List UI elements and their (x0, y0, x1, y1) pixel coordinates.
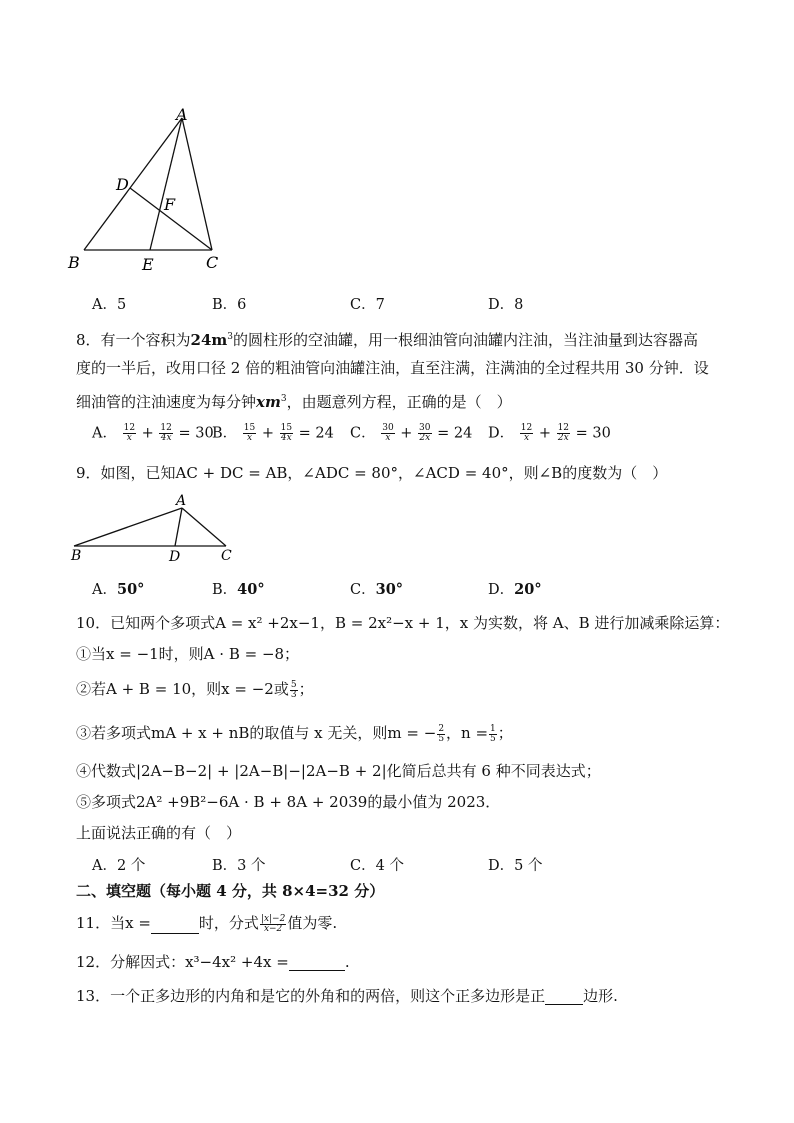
q8-option-b: B． $\frac{15}{x}$ + $\frac{15}{4x}$ = 24 (212, 423, 334, 443)
q10-statement-2: ②若A + B = 10，则x = −2或 $\frac{5}{3}$ ； (76, 679, 314, 700)
q7-option-c: C．7 (350, 297, 385, 313)
q11: 11．当x = 时，分式 $\frac{|x|-2}{x-2}$ 值为零. (76, 913, 338, 934)
q7-option-d: D．8 (488, 297, 524, 313)
q9-option-a: A．50° (92, 581, 145, 598)
q12: 12．分解因式：x³−4x² +4x = . (76, 953, 350, 971)
q7-option-a: A．5 (92, 297, 127, 313)
q9-vertex-c-label: C (221, 548, 232, 564)
q13-answer-blank[interactable] (545, 986, 583, 1005)
q10-option-a: A．2 个 (92, 858, 146, 874)
q9-option-d: D．20° (488, 581, 542, 598)
q9-option-b: B．40° (212, 581, 265, 598)
q8-option-a: A． $\frac{12}{x}$ + $\frac{12}{4x}$ = 30 (92, 423, 214, 443)
q10-statement-5: ⑤多项式2A² +9B²−6A · B + 8A + 2039的最小值为 2023． (76, 793, 501, 811)
q10-statement-1: ①当x = −1时，则A · B = −8； (76, 645, 300, 663)
q10-statement-4: ④代数式|2A−B−2| + |2A−B|−|2A−B + 2|化简后总共有 6 种不同表达式； (76, 762, 601, 780)
q10-statement-3: ③若多项式mA + x + nB的取值与 x 无关，则m = − $\frac{2}{5}$ ，n = $\frac{1}{5}$ ； (76, 723, 513, 744)
q8-option-d: D． $\frac{12}{x}$ + $\frac{12}{2x}$ = 30 (488, 423, 611, 443)
q10-stem: 10．已知两个多项式A = x² +2x−1，B = 2x²−x + 1，x 为实数，将 A、B 进行加减乘除运算： (76, 614, 730, 632)
q10-ask: 上面说法正确的有（ ） (76, 824, 242, 842)
q7-option-b: B．6 (212, 297, 247, 313)
q13: 13．一个正多边形的内角和是它的外角和的两倍，则这个正多边形是正 边形. (76, 987, 618, 1005)
q12-answer-blank[interactable] (289, 952, 345, 971)
triangle-figure-q7 (60, 100, 240, 280)
q9-vertex-a-label: A (176, 493, 187, 509)
q10-option-d: D．5 个 (488, 858, 543, 874)
q9-point-d-label: D (169, 549, 181, 565)
vertex-c-label: C (206, 253, 219, 272)
triangle-figure-q9 (68, 488, 248, 568)
q8-line3: 细油管的注油速度为每分钟$xm^3$，由题意列方程，正确的是（ ） (76, 393, 512, 411)
point-d-label: D (116, 175, 129, 194)
q8-line1: 8．有一个容积为$24m^3$的圆柱形的空油罐，用一根细油管向油罐内注油，当注油量到达容器高 (76, 331, 699, 349)
q10-option-b: B．3 个 (212, 858, 266, 874)
q10-option-c: C．4 个 (350, 858, 404, 874)
q9-stem: 9．如图，已知AC + DC = AB，∠ADC = 80°，∠ACD = 40°，则∠B的度数为（ ） (76, 464, 668, 482)
vertex-b-label: B (68, 253, 80, 272)
vertex-a-label: A (176, 105, 188, 124)
point-e-label: E (142, 255, 154, 274)
q9-option-c: C．30° (350, 581, 404, 598)
section-2-title: 二、填空题（每小题 4 分，共 8×4=32 分） (76, 882, 385, 900)
q8-option-c: C． $\frac{30}{x}$ + $\frac{30}{2x}$ = 24 (350, 423, 473, 443)
q11-answer-blank[interactable] (151, 915, 199, 934)
q8-line2: 度的一半后，改用口径 2 倍的粗油管向油罐注油，直至注满，注满油的全过程共用 30 分钟．设 (76, 359, 709, 377)
point-f-label: F (164, 195, 176, 214)
q9-vertex-b-label: B (71, 548, 82, 564)
